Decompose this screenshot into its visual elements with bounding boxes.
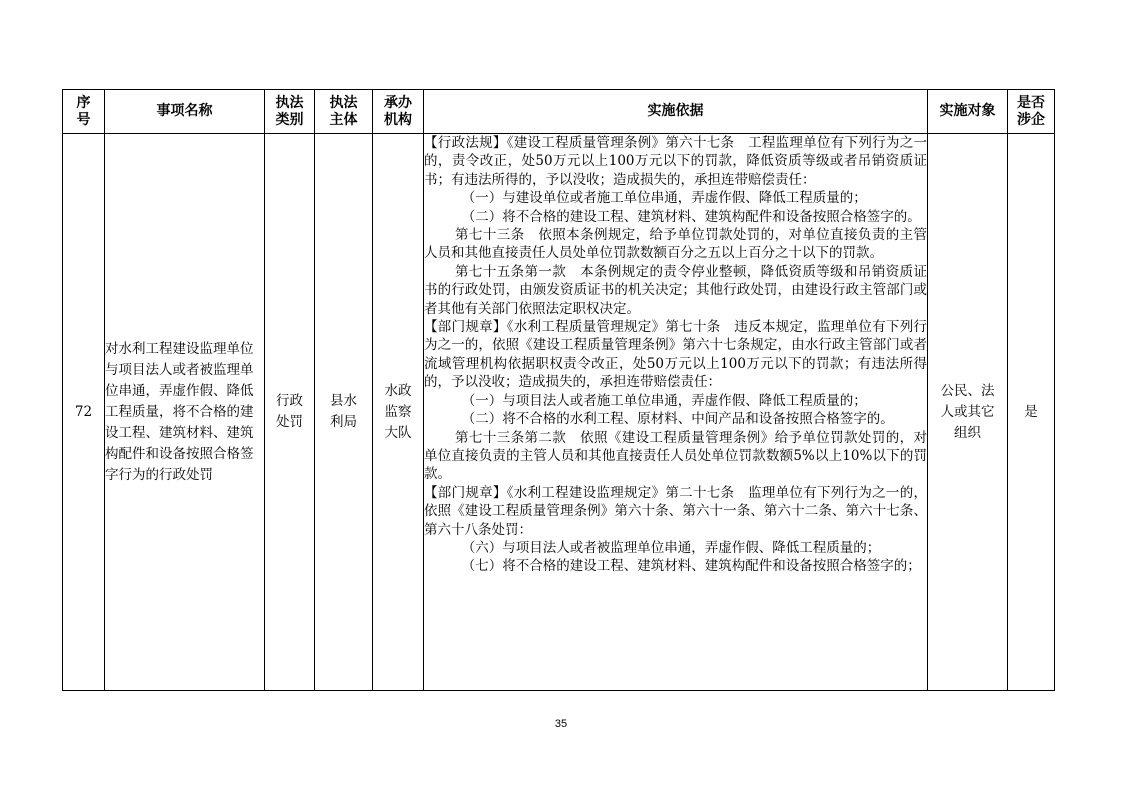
basis-paragraph: （一）与建设单位或者施工单位串通，弄虚作假、降低工程质量的； bbox=[461, 190, 867, 207]
basis-paragraph: 【行政法规】《建设工程质量管理条例》第六十七条 工程监理单位有下列行为之一的，责令改正，处50万元以上100万元以下的罚款，降低资质等级或者吊销资质证书；有违法所得的，予以没收；造成损失的，承担连带赔偿责任： bbox=[424, 135, 927, 188]
header-basis-text: 实施依据 bbox=[647, 103, 704, 119]
enforcement-table bbox=[62, 89, 1055, 691]
row-category-text: 行政处罚 bbox=[276, 393, 303, 430]
basis-paragraph: （二）将不合格的水利工程、原材料、中间产品和设备按照合格签字的。 bbox=[461, 411, 894, 428]
header-target bbox=[928, 90, 1008, 134]
header-target-text: 实施对象 bbox=[939, 103, 996, 119]
row-target bbox=[928, 134, 1008, 691]
table-row bbox=[63, 134, 1055, 691]
header-subject-line-2: 主体 bbox=[329, 111, 358, 128]
header-handling-agency bbox=[373, 90, 424, 134]
row-agency bbox=[373, 134, 424, 691]
header-enforcement-category bbox=[265, 90, 315, 134]
header-item-name-text: 事项名称 bbox=[156, 103, 213, 119]
row-agency-text: 水政监察大队 bbox=[384, 382, 412, 441]
header-agency-line-1: 承办 bbox=[384, 94, 412, 111]
row-item-name: 对水利工程建设监理单位与项目法人或者被监理单位串通，弄虚作假、降低工程质量，将不合格的建设工程、建筑材料、建筑构配件和设备按照合格签字行为的行政处罚 bbox=[105, 134, 265, 691]
basis-paragraph: 第七十三条第二款 依照《建设工程质量管理条例》给予单位罚款处罚的，对单位直接负责的主管人员和其他直接责任人员处单位罚款数额5%以上10%以下的罚款。 bbox=[424, 429, 927, 483]
header-enterprise-line-2: 涉企 bbox=[1017, 111, 1045, 128]
basis-paragraph: 第七十三条 依照本条例规定，给予单位罚款处罚的，对单位直接负责的主管人员和其他直接责任人员处单位罚款数额百分之五以上百分之十以下的罚款。 bbox=[424, 227, 927, 262]
basis-paragraph: 【部门规章】《水利工程建设监理规定》第二十七条 监理单位有下列行为之一的，依照《建设工程质量管理条例》第六十条、第六十一条、第六十二条、第六十七条、第六十八条处罚： bbox=[424, 484, 927, 538]
page-number: 35 bbox=[554, 718, 568, 730]
row-involves-enterprise: 是 bbox=[1008, 134, 1055, 691]
row-index: 72 bbox=[63, 134, 105, 691]
header-legal-basis bbox=[424, 90, 928, 134]
row-target-text: 公民、法人或其它组织 bbox=[940, 382, 995, 441]
header-index-line-1: 序 bbox=[76, 94, 91, 111]
header-category-line-2: 类别 bbox=[275, 111, 304, 128]
row-legal-basis bbox=[424, 134, 928, 691]
header-agency-line-2: 机构 bbox=[384, 111, 412, 128]
header-item-name bbox=[105, 90, 265, 134]
basis-paragraph: 【部门规章】《水利工程质量管理规定》第七十条 违反本规定，监理单位有下列行为之一的，依照《建设工程质量管理条例》第六十七条规定，由水行政主管部门或者流域管理机构依据职权责令改正，处50万元以上100万元以下的罚款；有违法所得的，予以没收；造成损失的，承担连带赔偿责任： bbox=[424, 319, 927, 391]
header-subject-line-1: 执法 bbox=[329, 94, 358, 111]
header-enterprise-line-1: 是否 bbox=[1017, 94, 1045, 111]
header-category-line-1: 执法 bbox=[275, 94, 304, 111]
row-subject-text: 县水利局 bbox=[330, 393, 357, 430]
basis-paragraph: 第七十五条第一款 本条例规定的责令停业整顿，降低资质等级和吊销资质证书的行政处罚，由颁发资质证书的机关决定；其他行政处罚，由建设行政主管部门或者其他有关部门依照法定职权决定。 bbox=[424, 263, 927, 317]
header-involves-enterprise bbox=[1008, 90, 1055, 134]
basis-paragraph: （七）将不合格的建设工程、建筑材料、建筑构配件和设备按照合格签字的； bbox=[461, 558, 921, 575]
header-row bbox=[63, 90, 1055, 134]
row-subject bbox=[315, 134, 373, 691]
basis-paragraph: （六）与项目法人或者被监理单位串通，弄虚作假、降低工程质量的； bbox=[461, 539, 881, 556]
row-category bbox=[265, 134, 315, 691]
legal-basis-text bbox=[424, 134, 927, 689]
basis-paragraph: （二）将不合格的建设工程、建筑材料、建筑构配件和设备按照合格签字的。 bbox=[461, 208, 921, 225]
header-enforcement-subject bbox=[315, 90, 373, 134]
header-index bbox=[63, 90, 105, 134]
header-index-line-2: 号 bbox=[76, 111, 91, 128]
basis-paragraph: （一）与项目法人或者施工单位串通，弄虚作假、降低工程质量的； bbox=[461, 392, 867, 409]
